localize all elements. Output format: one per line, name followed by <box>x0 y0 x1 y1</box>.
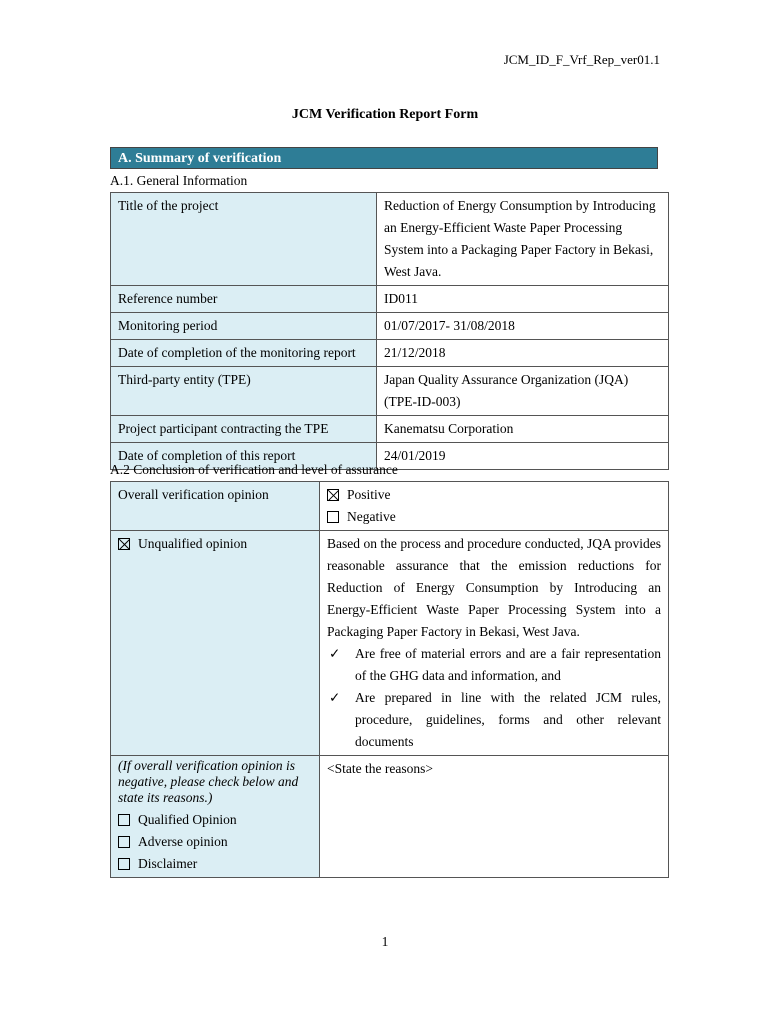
section-a-header: A. Summary of verification <box>110 147 658 169</box>
negative-instruction-note: (If overall verification opinion is negative, please check below and state its reasons.) <box>118 758 299 805</box>
checkbox-adverse[interactable] <box>118 836 130 848</box>
reference-number-value: ID011 <box>377 286 669 313</box>
report-completion-date-label: Date of completion of this report <box>111 443 377 470</box>
checkbox-disclaimer[interactable] <box>118 858 130 870</box>
disclaimer-label: Disclaimer <box>138 856 198 871</box>
table-row <box>111 367 669 416</box>
monitoring-report-date-value: 21/12/2018 <box>377 340 669 367</box>
positive-label: Positive <box>347 487 391 502</box>
page-number: 1 <box>381 934 389 949</box>
unqualified-statement-cell <box>320 531 669 756</box>
disclaimer-option[interactable] <box>118 853 312 875</box>
table-row <box>111 340 669 367</box>
monitoring-period-label: Monitoring period <box>111 313 377 340</box>
conclusion-table <box>110 481 669 878</box>
reasons-placeholder: <State the reasons> <box>327 761 433 776</box>
reference-number-label: Reference number <box>111 286 377 313</box>
list-item <box>327 687 661 753</box>
negative-opinion-cell <box>111 756 320 878</box>
tpe-value: Japan Quality Assurance Organization (JQA) (TPE-ID-003) <box>377 367 669 416</box>
overall-opinion-label: Overall verification opinion <box>111 482 320 531</box>
table-row <box>111 193 669 286</box>
bullet-text: Are free of material errors and are a fair representation of the GHG data and information, and <box>355 646 661 683</box>
adverse-label: Adverse opinion <box>138 834 228 849</box>
assurance-statement: Based on the process and procedure conducted, JQA provides reasonable assurance that the emission reductions for Reduction of Energy Consumption by Introducing an Energy-Efficient Waste Paper Processing System into a Packaging Paper Factory in Bekasi, West Java. <box>327 536 661 639</box>
checkmark-icon: ✓ <box>329 646 341 661</box>
conclusion-heading: A.2 Conclusion of verification and level of assurance <box>110 462 398 477</box>
table-row <box>111 756 669 878</box>
table-row <box>111 416 669 443</box>
monitoring-period-value: 01/07/2017- 31/08/2018 <box>377 313 669 340</box>
unqualified-opinion-cell <box>111 531 320 756</box>
bullet-text: Are prepared in line with the related JCM rules, procedure, guidelines, forms and other relevant documents <box>355 690 661 749</box>
monitoring-report-date-label: Date of completion of the monitoring report <box>111 340 377 367</box>
table-row <box>111 313 669 340</box>
project-title-value: Reduction of Energy Consumption by Introducing an Energy-Efficient Waste Paper Processing System into a Packaging Paper Factory in Bekasi, West Java. <box>377 193 669 286</box>
document-reference: JCM_ID_F_Vrf_Rep_ver01.1 <box>503 52 660 67</box>
checkbox-positive[interactable] <box>327 489 339 501</box>
general-information-heading: A.1. General Information <box>110 173 248 188</box>
qualified-label: Qualified Opinion <box>138 812 237 827</box>
table-row <box>111 286 669 313</box>
checkbox-unqualified[interactable] <box>118 538 130 550</box>
table-row <box>111 531 669 756</box>
project-participant-label: Project participant contracting the TPE <box>111 416 377 443</box>
report-completion-date-value: 24/01/2019 <box>377 443 669 470</box>
unqualified-label: Unqualified opinion <box>138 536 248 551</box>
reasons-cell <box>320 756 669 878</box>
general-information-table <box>110 192 669 470</box>
checkbox-qualified[interactable] <box>118 814 130 826</box>
positive-option[interactable] <box>327 484 661 506</box>
qualified-option[interactable] <box>118 809 312 831</box>
list-item <box>327 643 661 687</box>
tpe-label: Third-party entity (TPE) <box>111 367 377 416</box>
adverse-option[interactable] <box>118 831 312 853</box>
checkmark-icon: ✓ <box>329 690 341 705</box>
overall-opinion-options <box>320 482 669 531</box>
project-title-label: Title of the project <box>111 193 377 286</box>
negative-label: Negative <box>347 509 396 524</box>
project-participant-value: Kanematsu Corporation <box>377 416 669 443</box>
negative-option[interactable] <box>327 506 661 528</box>
checkbox-negative[interactable] <box>327 511 339 523</box>
table-row <box>111 482 669 531</box>
page-title: JCM Verification Report Form <box>291 107 479 122</box>
